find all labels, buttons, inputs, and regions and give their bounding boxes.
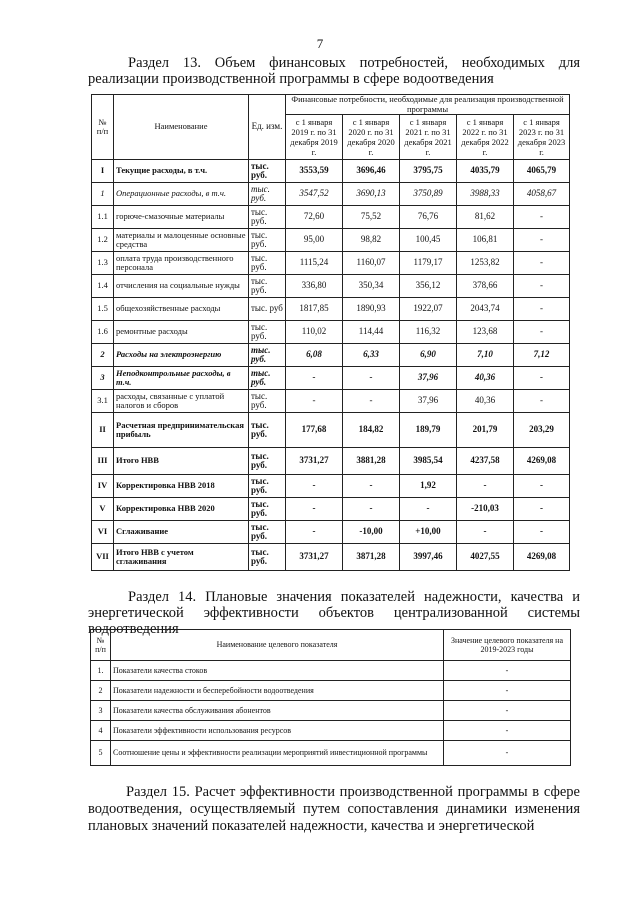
row-name: Неподконтрольные расходы, в т.ч. bbox=[114, 367, 249, 390]
row-unit: тыс. руб. bbox=[249, 367, 286, 390]
row-value: 1179,17 bbox=[400, 252, 457, 275]
row-name: расходы, связанные с уплатой налогов и сборов bbox=[114, 390, 249, 413]
header-num: № п/п bbox=[92, 95, 114, 160]
header-year: с 1 января 2023 г. по 31 декабря 2023 г. bbox=[514, 115, 570, 160]
table-row bbox=[92, 344, 570, 367]
target-indicators-table bbox=[90, 629, 571, 766]
table-row bbox=[92, 448, 570, 475]
indicator-number: 1. bbox=[91, 661, 111, 681]
row-value: -210,03 bbox=[457, 498, 514, 521]
row-value: - bbox=[514, 498, 570, 521]
row-number: 1.1 bbox=[92, 206, 114, 229]
row-value: 3696,46 bbox=[343, 160, 400, 183]
row-value: 4058,67 bbox=[514, 183, 570, 206]
row-value: - bbox=[343, 475, 400, 498]
table-row bbox=[92, 390, 570, 413]
row-value: 76,76 bbox=[400, 206, 457, 229]
row-number: 1.5 bbox=[92, 298, 114, 321]
row-unit: тыс. руб. bbox=[249, 498, 286, 521]
row-number: III bbox=[92, 448, 114, 475]
table-row bbox=[92, 544, 570, 571]
table-row bbox=[92, 252, 570, 275]
row-value: - bbox=[514, 275, 570, 298]
row-value: 1890,93 bbox=[343, 298, 400, 321]
row-value: 6,90 bbox=[400, 344, 457, 367]
row-value: - bbox=[343, 390, 400, 413]
row-value: 1922,07 bbox=[400, 298, 457, 321]
row-name: Корректировка НВВ 2018 bbox=[114, 475, 249, 498]
row-value: 7,12 bbox=[514, 344, 570, 367]
row-value: 106,81 bbox=[457, 229, 514, 252]
row-value: 6,08 bbox=[286, 344, 343, 367]
row-value: - bbox=[400, 498, 457, 521]
row-value: 114,44 bbox=[343, 321, 400, 344]
header-year: с 1 января 2019 г. по 31 декабря 2019 г. bbox=[286, 115, 343, 160]
row-value: 7,10 bbox=[457, 344, 514, 367]
indicator-name: Показатели качества стоков bbox=[111, 661, 444, 681]
row-unit: тыс. руб. bbox=[249, 206, 286, 229]
indicator-number: 5 bbox=[91, 741, 111, 766]
table-row bbox=[92, 498, 570, 521]
row-value: - bbox=[457, 521, 514, 544]
section-15-heading: Раздел 15. Расчет эффективности производственной программы в сфере водоотведения, осуществляемый путем сопоставления динамики изменения плановых значений показателей надежности, качества и энергетической bbox=[88, 784, 580, 834]
row-value: 3731,27 bbox=[286, 544, 343, 571]
row-unit: тыс. руб. bbox=[249, 321, 286, 344]
row-value: +10,00 bbox=[400, 521, 457, 544]
row-value: 356,12 bbox=[400, 275, 457, 298]
row-number: 1.6 bbox=[92, 321, 114, 344]
row-number: VII bbox=[92, 544, 114, 571]
row-value: 4269,08 bbox=[514, 448, 570, 475]
row-value: 6,33 bbox=[343, 344, 400, 367]
row-value: 1115,24 bbox=[286, 252, 343, 275]
row-unit: тыс. руб. bbox=[249, 390, 286, 413]
table-row bbox=[91, 701, 571, 721]
row-value: - bbox=[286, 521, 343, 544]
row-number: 3 bbox=[92, 367, 114, 390]
row-value: - bbox=[286, 475, 343, 498]
row-name: материалы и малоценные основные средства bbox=[114, 229, 249, 252]
indicator-name: Показатели качества обслуживания абонентов bbox=[111, 701, 444, 721]
row-number: 1.2 bbox=[92, 229, 114, 252]
row-value: 4065,79 bbox=[514, 160, 570, 183]
row-unit: тыс. руб. bbox=[249, 544, 286, 571]
header-num: № п/п bbox=[91, 630, 111, 661]
header-year: с 1 января 2022 г. по 31 декабря 2022 г. bbox=[457, 115, 514, 160]
section-13-heading: Раздел 13. Объем финансовых потребностей, необходимых для реализации производственной программы в сфере водоотведения bbox=[88, 55, 580, 87]
row-value: 336,80 bbox=[286, 275, 343, 298]
table-row bbox=[92, 367, 570, 390]
indicator-value: - bbox=[444, 681, 571, 701]
indicator-number: 3 bbox=[91, 701, 111, 721]
row-value: 75,52 bbox=[343, 206, 400, 229]
table-row bbox=[92, 521, 570, 544]
row-value: - bbox=[514, 229, 570, 252]
row-value: 3795,75 bbox=[400, 160, 457, 183]
row-number: 3.1 bbox=[92, 390, 114, 413]
row-unit: тыс. руб. bbox=[249, 413, 286, 448]
row-value: 98,82 bbox=[343, 229, 400, 252]
row-value: 116,32 bbox=[400, 321, 457, 344]
table-row bbox=[91, 721, 571, 741]
financial-needs-table bbox=[91, 94, 570, 571]
row-number: IV bbox=[92, 475, 114, 498]
indicator-value: - bbox=[444, 701, 571, 721]
row-value: 1160,07 bbox=[343, 252, 400, 275]
table-row bbox=[92, 183, 570, 206]
row-value: - bbox=[286, 367, 343, 390]
row-value: 203,29 bbox=[514, 413, 570, 448]
row-value: 3871,28 bbox=[343, 544, 400, 571]
header-group: Финансовые потребности, необходимые для реализация производственной программы bbox=[286, 95, 570, 115]
row-value: 3997,46 bbox=[400, 544, 457, 571]
row-value: 3750,89 bbox=[400, 183, 457, 206]
table-row bbox=[92, 298, 570, 321]
row-value: 72,60 bbox=[286, 206, 343, 229]
row-value: 350,34 bbox=[343, 275, 400, 298]
row-number: V bbox=[92, 498, 114, 521]
row-unit: тыс. руб. bbox=[249, 160, 286, 183]
row-number: 1.4 bbox=[92, 275, 114, 298]
row-unit: тыс. руб. bbox=[249, 275, 286, 298]
row-name: Сглаживание bbox=[114, 521, 249, 544]
row-value: 3690,13 bbox=[343, 183, 400, 206]
row-value: - bbox=[514, 390, 570, 413]
row-number: VI bbox=[92, 521, 114, 544]
row-value: - bbox=[514, 298, 570, 321]
indicator-value: - bbox=[444, 741, 571, 766]
row-value: 378,66 bbox=[457, 275, 514, 298]
row-unit: тыс. руб. bbox=[249, 475, 286, 498]
row-value: 37,96 bbox=[400, 367, 457, 390]
row-value: 3547,52 bbox=[286, 183, 343, 206]
row-name: Расходы на электроэнергию bbox=[114, 344, 249, 367]
row-value: -10,00 bbox=[343, 521, 400, 544]
table-row bbox=[91, 681, 571, 701]
table-row bbox=[92, 413, 570, 448]
row-unit: тыс. руб. bbox=[249, 448, 286, 475]
row-value: 4035,79 bbox=[457, 160, 514, 183]
row-name: Итого НВВ с учетом сглаживания bbox=[114, 544, 249, 571]
row-value: 110,02 bbox=[286, 321, 343, 344]
row-value: 3985,54 bbox=[400, 448, 457, 475]
row-value: 189,79 bbox=[400, 413, 457, 448]
row-name: отчисления на социальные нужды bbox=[114, 275, 249, 298]
row-value: 177,68 bbox=[286, 413, 343, 448]
row-name: Текущие расходы, в т.ч. bbox=[114, 160, 249, 183]
row-number: 1 bbox=[92, 183, 114, 206]
row-value: 3553,59 bbox=[286, 160, 343, 183]
row-value: 3881,28 bbox=[343, 448, 400, 475]
row-name: ремонтные расходы bbox=[114, 321, 249, 344]
table-row bbox=[92, 475, 570, 498]
header-indicator-name: Наименование целевого показателя bbox=[111, 630, 444, 661]
indicator-value: - bbox=[444, 721, 571, 741]
row-value: - bbox=[286, 390, 343, 413]
row-value: 201,79 bbox=[457, 413, 514, 448]
row-value: - bbox=[457, 475, 514, 498]
row-value: 184,82 bbox=[343, 413, 400, 448]
row-value: 1817,85 bbox=[286, 298, 343, 321]
indicator-number: 4 bbox=[91, 721, 111, 741]
row-name: оплата труда производственного персонала bbox=[114, 252, 249, 275]
header-year: с 1 января 2020 г. по 31 декабря 2020 г. bbox=[343, 115, 400, 160]
row-value: - bbox=[343, 498, 400, 521]
table-row bbox=[92, 275, 570, 298]
row-unit: тыс. руб bbox=[249, 298, 286, 321]
row-number: I bbox=[92, 160, 114, 183]
row-unit: тыс. руб. bbox=[249, 229, 286, 252]
row-value: 1253,82 bbox=[457, 252, 514, 275]
header-unit: Ед. изм. bbox=[249, 95, 286, 160]
row-name: Корректировка НВВ 2020 bbox=[114, 498, 249, 521]
row-value: - bbox=[514, 475, 570, 498]
row-name: Итого НВВ bbox=[114, 448, 249, 475]
header-indicator-value: Значение целевого показателя на 2019-2023 годы bbox=[444, 630, 571, 661]
row-unit: тыс. руб. bbox=[249, 252, 286, 275]
row-value: 4027,55 bbox=[457, 544, 514, 571]
row-value: - bbox=[514, 367, 570, 390]
section-14-heading: Раздел 14. Плановые значения показателей надежности, качества и энергетической эффективности объектов централизованной системы водоотведения bbox=[88, 589, 580, 637]
row-name: горюче-смазочные материалы bbox=[114, 206, 249, 229]
row-number: II bbox=[92, 413, 114, 448]
header-name: Наименование bbox=[114, 95, 249, 160]
row-value: 2043,74 bbox=[457, 298, 514, 321]
row-name: общехозяйственные расходы bbox=[114, 298, 249, 321]
row-value: 37,96 bbox=[400, 390, 457, 413]
table-row bbox=[91, 661, 571, 681]
row-value: - bbox=[514, 521, 570, 544]
row-unit: тыс. руб. bbox=[249, 183, 286, 206]
row-name: Операционные расходы, в т.ч. bbox=[114, 183, 249, 206]
indicator-name: Соотношение цены и эффективности реализации мероприятий инвестиционной программы bbox=[111, 741, 444, 766]
table-row bbox=[92, 229, 570, 252]
row-value: - bbox=[514, 321, 570, 344]
indicator-name: Показатели эффективности использования ресурсов bbox=[111, 721, 444, 741]
row-value: - bbox=[514, 252, 570, 275]
indicator-name: Показатели надежности и бесперебойности водоотведения bbox=[111, 681, 444, 701]
row-number: 1.3 bbox=[92, 252, 114, 275]
table-row bbox=[91, 741, 571, 766]
header-year: с 1 января 2021 г. по 31 декабря 2021 г. bbox=[400, 115, 457, 160]
table-row bbox=[92, 160, 570, 183]
row-value: 100,45 bbox=[400, 229, 457, 252]
page-number: 7 bbox=[316, 36, 324, 51]
row-value: 123,68 bbox=[457, 321, 514, 344]
row-unit: тыс. руб. bbox=[249, 521, 286, 544]
indicator-number: 2 bbox=[91, 681, 111, 701]
row-value: - bbox=[514, 206, 570, 229]
row-value: 95,00 bbox=[286, 229, 343, 252]
row-value: 81,62 bbox=[457, 206, 514, 229]
row-name: Расчетная предпринимательская прибыль bbox=[114, 413, 249, 448]
row-value: 3731,27 bbox=[286, 448, 343, 475]
row-number: 2 bbox=[92, 344, 114, 367]
row-value: 4269,08 bbox=[514, 544, 570, 571]
row-value: - bbox=[343, 367, 400, 390]
row-value: - bbox=[286, 498, 343, 521]
row-value: 40,36 bbox=[457, 367, 514, 390]
indicator-value: - bbox=[444, 661, 571, 681]
row-value: 4237,58 bbox=[457, 448, 514, 475]
row-unit: тыс. руб. bbox=[249, 344, 286, 367]
table-row bbox=[92, 321, 570, 344]
table-row bbox=[92, 206, 570, 229]
row-value: 40,36 bbox=[457, 390, 514, 413]
row-value: 3988,33 bbox=[457, 183, 514, 206]
row-value: 1,92 bbox=[400, 475, 457, 498]
